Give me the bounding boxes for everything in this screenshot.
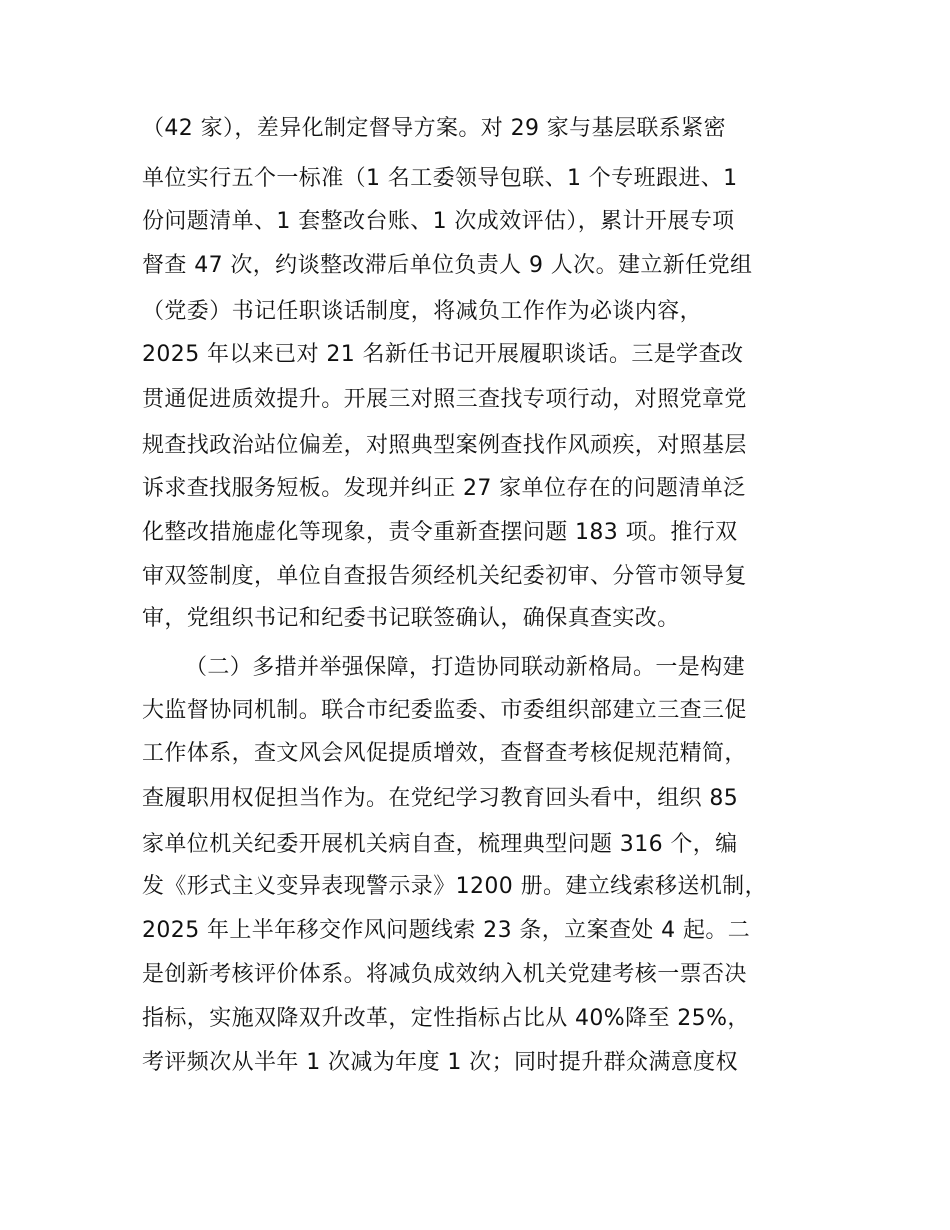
text-line: 考评频次从半年 1 次减为年度 1 次；同时提升群众满意度权 — [142, 1050, 738, 1075]
text-line: 份问题清单、1 套整改台账、1 次成效评估），累计开展专项 — [142, 209, 735, 234]
text-line: 工作体系，查文风会风促提质增效，查督查考核促规范精简， — [142, 741, 747, 766]
text-line: 单位实行五个一标准（1 名工委领导包联、1 个专班跟进、1 — [142, 166, 738, 191]
text-line: 家单位机关纪委开展机关病自查，梳理典型问题 316 个，编 — [142, 832, 738, 857]
text-line: 化整改措施虚化等现象，责令重新查摆问题 183 项。推行双 — [142, 520, 738, 545]
text-line: 审双签制度，单位自查报告须经机关纪委初审、分管市领导复 — [142, 564, 747, 589]
text-line: 审，党组织书记和纪委书记联签确认，确保真查实改。 — [142, 606, 680, 631]
text-line: 是创新考核评价体系。将减负成效纳入机关党建考核一票否决 — [142, 962, 747, 987]
section-heading-line: （二）多措并举强保障，打造协同联动新格局。一是构建 — [185, 655, 746, 680]
text-line: （党委）书记任职谈话制度，将减负工作作为必谈内容， — [142, 299, 703, 324]
text-line: 2025 年上半年移交作风问题线索 23 条，立案查处 4 起。二 — [142, 918, 751, 943]
text-line: 诉求查找服务短板。发现并纠正 27 家单位存在的问题清单泛 — [142, 476, 746, 501]
text-line: 查履职用权促担当作为。在党纪学习教育回头看中，组织 85 — [142, 786, 739, 811]
text-line: 规查找政治站位偏差，对照典型案例查找作风顽疾，对照基层 — [142, 433, 747, 458]
text-line: 督查 47 次，约谈整改滞后单位负责人 9 人次。建立新任党组 — [142, 253, 753, 278]
text-line: 大监督协同机制。联合市纪委监委、市委组织部建立三查三促 — [142, 698, 747, 723]
text-line: 指标，实施双降双升改革，定性指标占比从 40%降至 25%， — [142, 1006, 750, 1031]
text-line: （42 家），差异化制定督导方案。对 29 家与基层联系紧密 — [142, 116, 726, 141]
text-line: 贯通促进质效提升。开展三对照三查找专项行动，对照党章党 — [142, 387, 747, 412]
text-line: 发《形式主义变异表现警示录》1200 册。建立线索移送机制， — [142, 874, 767, 899]
text-line: 2025 年以来已对 21 名新任书记开展履职谈话。三是学查改 — [142, 342, 744, 367]
